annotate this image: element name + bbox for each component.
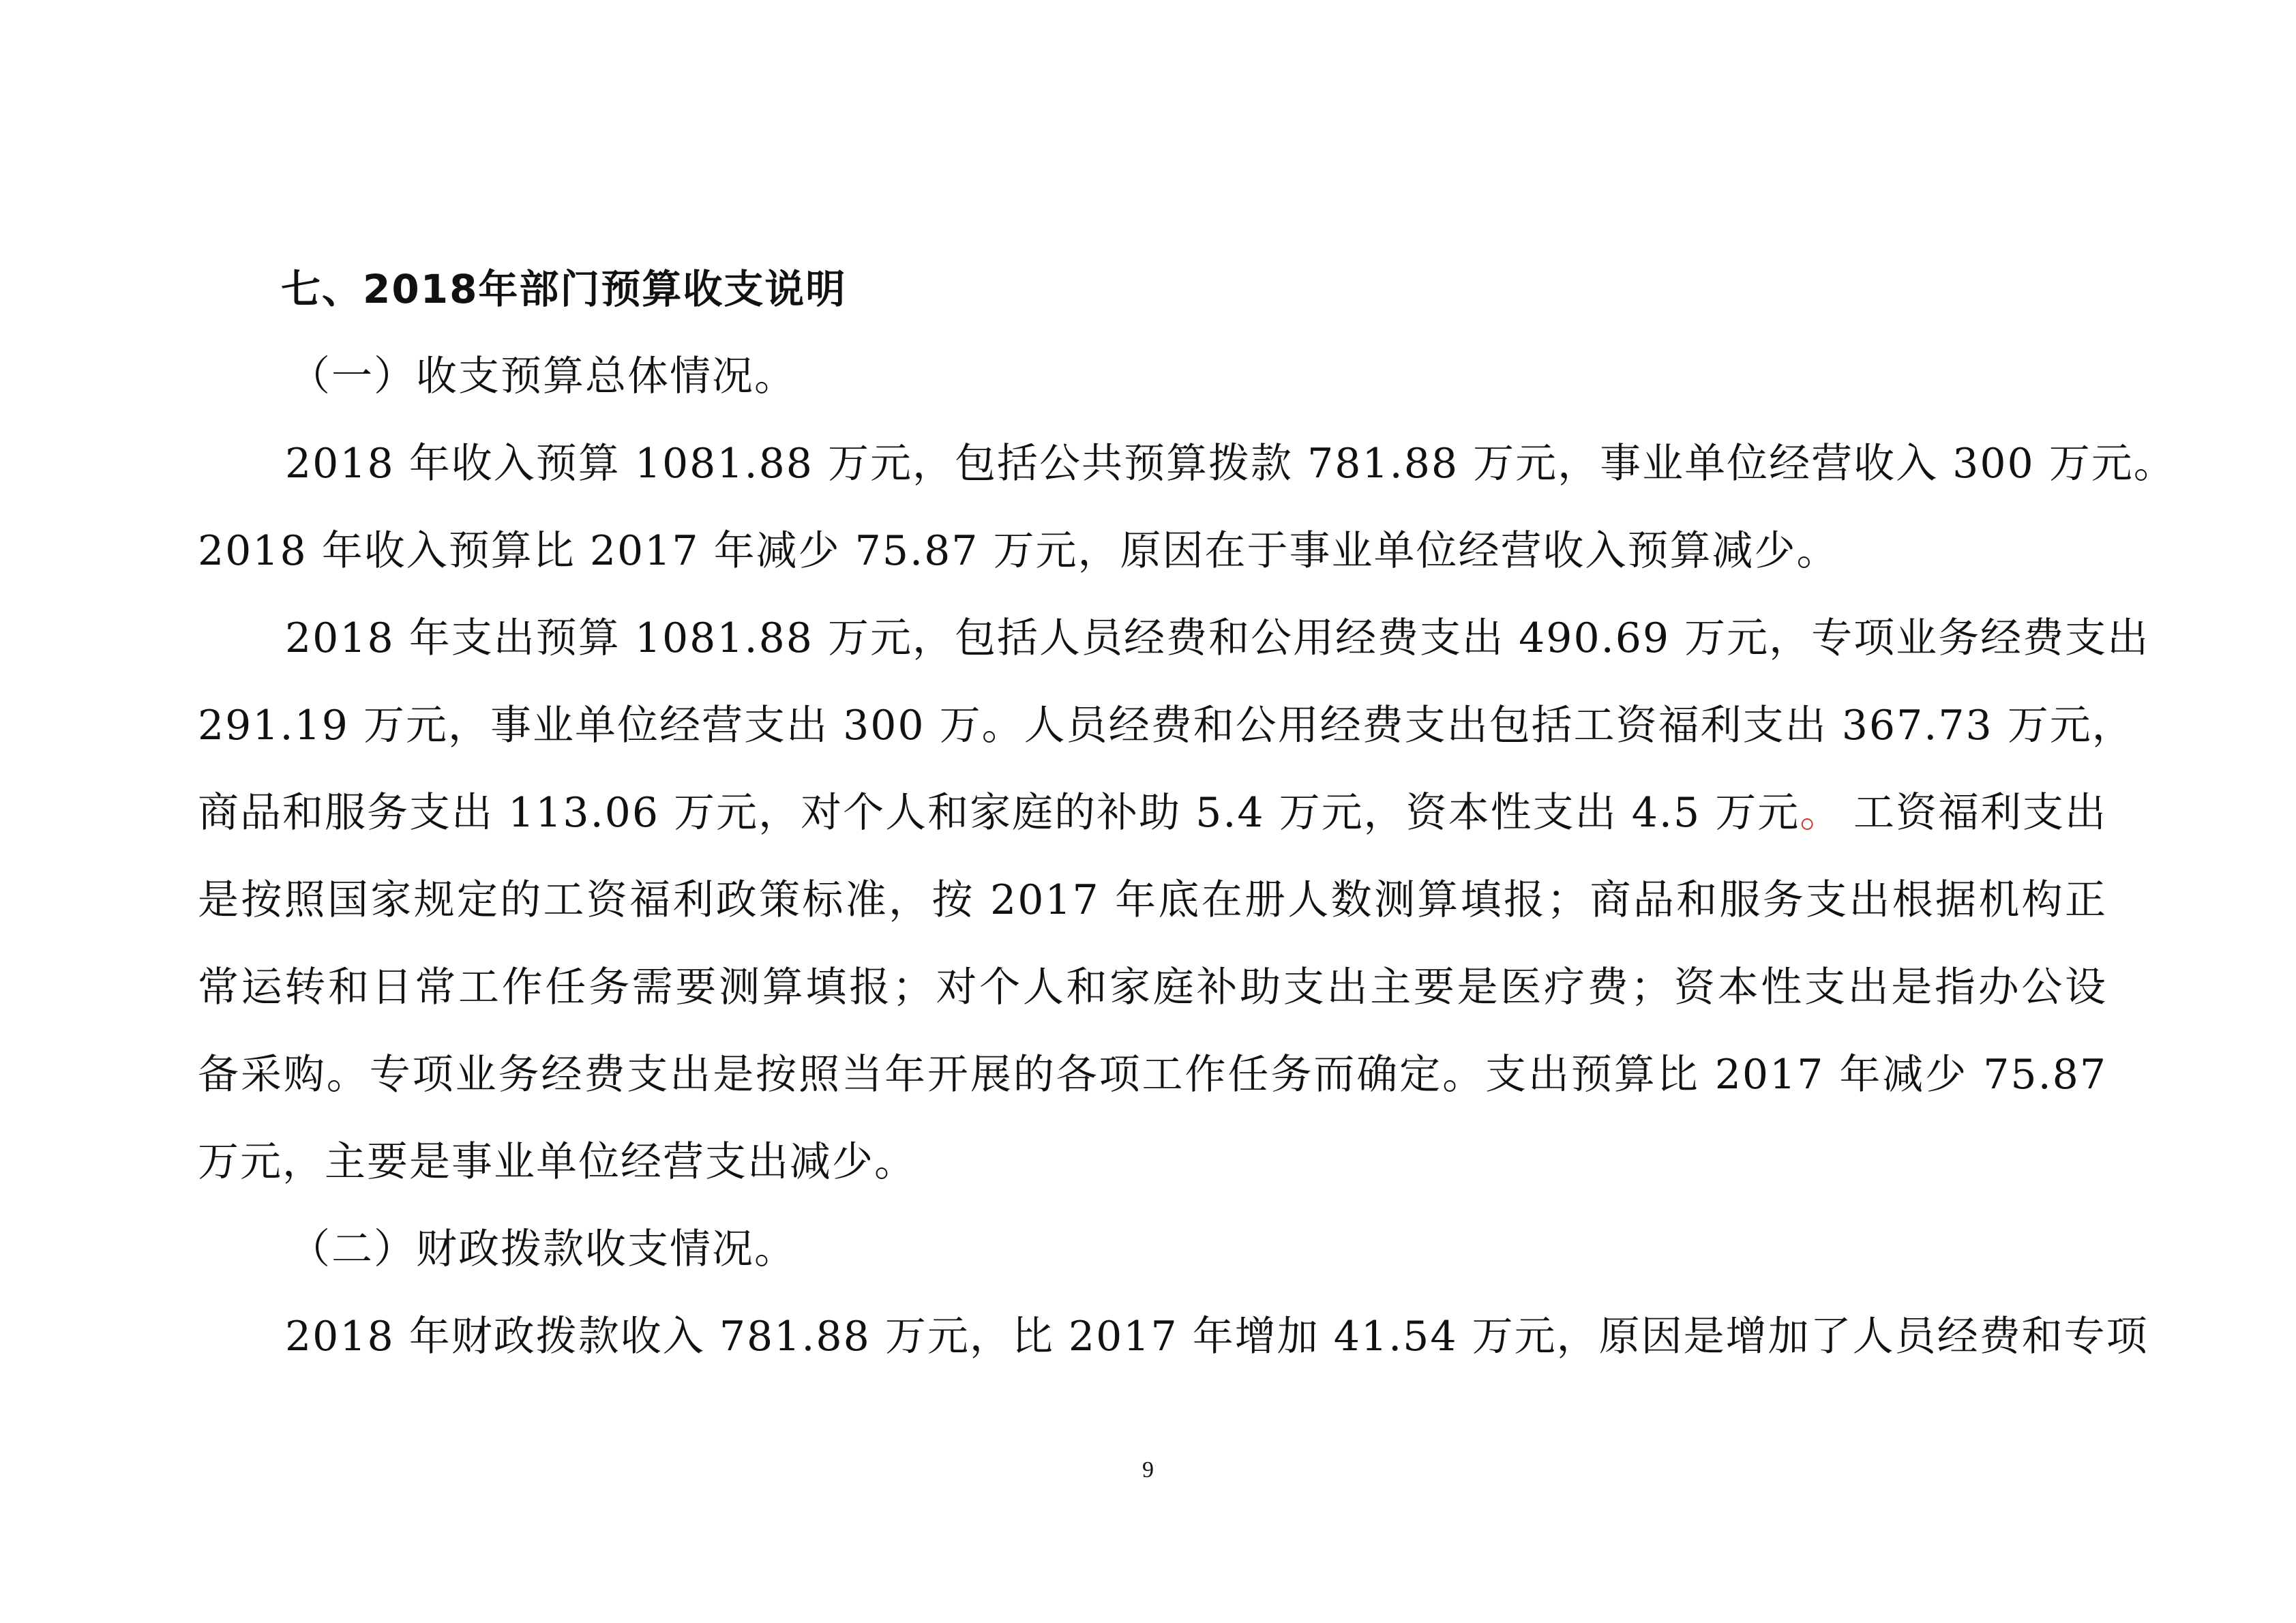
subsection-title-1: （一）收支预算总体情况。 bbox=[289, 353, 796, 400]
paragraph-line: 2018 年财政拨款收入 781.88 万元，比 2017 年增加 41.54 万元，原因是增加了人员经费和专项 bbox=[285, 1313, 2149, 1360]
paragraph-line-mixed bbox=[198, 786, 2107, 840]
paragraph-line: 备采购。专项业务经费支出是按照当年开展的各项工作任务而确定。支出预算比 2017 年减少 75.87 bbox=[198, 1051, 2107, 1099]
paragraph-text: 商品和服务支出 113.06 万元，对个人和家庭的补助 5.4 万元，资本性支出 4.5 万元 bbox=[198, 789, 1800, 837]
paragraph-line: 是按照国家规定的工资福利政策标准，按 2017 年底在册人数测算填报；商品和服务支出根据机构正 bbox=[198, 876, 2107, 924]
paragraph-line: 2018 年收入预算比 2017 年减少 75.87 万元，原因在于事业单位经营收入预算减少。 bbox=[198, 527, 1839, 575]
red-period: 。 bbox=[1800, 789, 1843, 837]
paragraph-line: 2018 年收入预算 1081.88 万元，包括公共预算拨款 781.88 万元，事业单位经营收入 300 万元。 bbox=[285, 440, 2176, 488]
page-number: 9 bbox=[1142, 1457, 1154, 1483]
paragraph-text: 工资福利支出 bbox=[1853, 789, 2107, 837]
paragraph-line: 常运转和日常工作任务需要测算填报；对个人和家庭补助支出主要是医疗费；资本性支出是指办公设 bbox=[198, 964, 2107, 1011]
section-heading: 七、2018年部门预算收支说明 bbox=[281, 266, 847, 312]
subsection-title-2: （二）财政拨款收支情况。 bbox=[289, 1225, 796, 1273]
paragraph-line: 2018 年支出预算 1081.88 万元，包括人员经费和公用经费支出 490.69 万元，专项业务经费支出 bbox=[285, 614, 2150, 662]
paragraph-line: 万元，主要是事业单位经营支出减少。 bbox=[198, 1138, 916, 1186]
paragraph-line: 291.19 万元，事业单位经营支出 300 万。人员经费和公用经费支出包括工资福利支出 367.73 万元， bbox=[198, 702, 2134, 749]
